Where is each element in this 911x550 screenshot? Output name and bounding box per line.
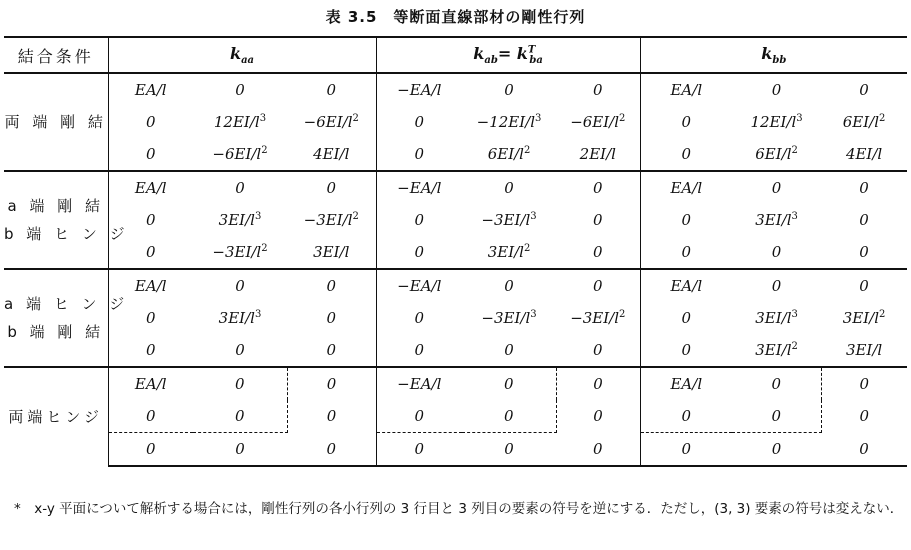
matrix-cell: 0 <box>462 367 556 400</box>
table-row <box>4 73 907 106</box>
matrix-cell: 0 <box>287 73 376 106</box>
header-condition: 結合条件 <box>4 37 108 73</box>
matrix-cell: 4EI/l <box>313 145 350 163</box>
matrix-cell: EA/l <box>108 73 193 106</box>
matrix-cell: 0 <box>287 367 376 400</box>
matrix-cell: $3EI/l^3$ <box>755 309 798 327</box>
matrix-cell: 0 <box>193 171 287 204</box>
matrix-cell: $3EI/l^2$ <box>755 341 798 359</box>
matrix-cell: EA/l <box>108 367 193 400</box>
matrix-cell: 0 <box>287 171 376 204</box>
matrix-cell: $3EI/l^3$ <box>755 211 798 229</box>
matrix-cell: 0 <box>376 236 462 269</box>
condition-line: b 端 剛 結 <box>7 323 105 341</box>
matrix-cell: 0 <box>193 400 287 433</box>
matrix-cell: $3EI/l^2$ <box>842 309 886 327</box>
matrix-cell: 0 <box>732 269 821 302</box>
matrix-cell: 0 <box>593 407 603 426</box>
matrix-cell: 0 <box>593 211 603 229</box>
matrix-cell: 0 <box>640 334 732 367</box>
matrix-cell: 0 <box>108 138 193 171</box>
matrix-cell: 0 <box>821 433 907 467</box>
matrix-cell: 0 <box>376 302 462 334</box>
matrix-cell: 0 <box>556 367 640 400</box>
footnote: * x-y 平面について解析する場合には，剛性行列の各小行列の 3 行目と 3 列目の要素の符号を逆にする．ただし，(3, 3) 要素の符号は変えない． <box>14 501 904 517</box>
matrix-cell: $-12EI/l^3$ <box>476 113 542 131</box>
matrix-cell: 0 <box>640 138 732 171</box>
matrix-cell: 0 <box>193 73 287 106</box>
matrix-cell: 0 <box>556 269 640 302</box>
matrix-cell: −EA/l <box>376 171 462 204</box>
matrix-cell: $3EI/l^3$ <box>218 211 262 229</box>
header-kbb: $k_{bb}$ <box>640 37 907 73</box>
condition-cell <box>4 269 129 367</box>
matrix-cell: $-6EI/l^2$ <box>212 145 268 163</box>
matrix-cell: 0 <box>235 341 245 359</box>
matrix-cell: 4EI/l <box>845 145 883 163</box>
matrix-cell: $-3EI/l^3$ <box>481 309 537 327</box>
table-row <box>4 302 907 334</box>
table-row <box>4 236 907 269</box>
matrix-cell: 0 <box>640 236 732 269</box>
matrix-cell: $6EI/l^2$ <box>755 145 798 163</box>
matrix-cell: 0 <box>821 269 907 302</box>
table-row <box>4 269 907 302</box>
matrix-cell: $6EI/l^2$ <box>487 145 531 163</box>
matrix-cell: $3EI/l^2$ <box>487 243 531 261</box>
matrix-cell: 0 <box>556 433 640 467</box>
table-row <box>4 204 907 236</box>
matrix-cell: 0 <box>376 106 462 138</box>
matrix-cell: 0 <box>556 171 640 204</box>
table-row <box>4 367 907 400</box>
matrix-cell: EA/l <box>640 171 732 204</box>
table-row <box>4 106 907 138</box>
matrix-cell: $12EI/l^3$ <box>750 113 803 131</box>
matrix-cell: 0 <box>376 204 462 236</box>
matrix-cell: 0 <box>326 309 337 327</box>
matrix-cell: 0 <box>376 433 462 467</box>
matrix-cell: EA/l <box>108 269 193 302</box>
matrix-cell: 0 <box>108 334 193 367</box>
matrix-cell: 0 <box>556 73 640 106</box>
matrix-cell: EA/l <box>640 73 732 106</box>
matrix-cell: $12EI/l^3$ <box>213 113 267 131</box>
matrix-cell: 0 <box>326 407 337 426</box>
table-row <box>4 433 907 467</box>
matrix-cell: 0 <box>640 400 732 433</box>
matrix-cell: $-3EI/l^2$ <box>303 211 359 229</box>
matrix-cell: EA/l <box>640 269 732 302</box>
matrix-cell: 0 <box>640 302 732 334</box>
matrix-cell: 0 <box>108 433 193 467</box>
matrix-cell: 0 <box>593 341 603 359</box>
matrix-cell: 0 <box>193 433 287 467</box>
condition-line: b 端 ヒ ン ジ <box>4 225 129 243</box>
matrix-cell: $-3EI/l^2$ <box>570 309 626 327</box>
condition-line: a 端 剛 結 <box>7 197 104 215</box>
matrix-cell: $-3EI/l^3$ <box>481 211 537 229</box>
matrix-cell: 0 <box>108 236 193 269</box>
matrix-cell: 0 <box>376 334 462 367</box>
stiffness-matrix-table <box>4 36 907 467</box>
matrix-cell: 0 <box>504 341 514 359</box>
table-row <box>4 171 907 204</box>
matrix-cell: −EA/l <box>376 73 462 106</box>
matrix-cell: 0 <box>108 302 193 334</box>
matrix-cell: $-6EI/l^2$ <box>303 113 359 131</box>
matrix-cell: 0 <box>640 433 732 467</box>
matrix-cell: 0 <box>462 73 556 106</box>
matrix-cell: 0 <box>108 106 193 138</box>
table-row <box>4 334 907 367</box>
matrix-cell: $6EI/l^2$ <box>842 113 886 131</box>
matrix-cell: −EA/l <box>376 367 462 400</box>
matrix-cell: 0 <box>193 269 287 302</box>
matrix-cell: 0 <box>859 407 870 426</box>
matrix-cell: 0 <box>821 73 907 106</box>
matrix-cell: 0 <box>326 341 337 359</box>
header-kaa: $k_{aa}$ <box>108 37 376 73</box>
table-caption: 表 3.5 等断面直線部材の剛性行列 <box>325 8 586 26</box>
matrix-cell: 0 <box>640 106 732 138</box>
matrix-cell: 0 <box>376 138 462 171</box>
matrix-cell: 0 <box>376 400 462 433</box>
matrix-cell: 0 <box>732 433 821 467</box>
matrix-cell: $3EI/l^3$ <box>218 309 262 327</box>
matrix-cell: 0 <box>108 400 193 433</box>
condition-line: 両端ヒンジ <box>8 408 104 426</box>
condition-line: a 端 ヒ ン ジ <box>4 295 129 313</box>
matrix-cell: 3EI/l <box>313 243 350 261</box>
condition-line: 両 端 剛 結 <box>4 113 107 131</box>
matrix-cell: 0 <box>732 73 821 106</box>
matrix-cell: 0 <box>859 211 869 229</box>
matrix-cell: 0 <box>593 243 603 261</box>
matrix-cell: 0 <box>462 433 556 467</box>
header-kab: $k_{ab}= k^T_{ba}$ <box>376 37 640 73</box>
matrix-cell: 0 <box>732 367 821 400</box>
matrix-cell: 0 <box>821 171 907 204</box>
table-row <box>4 138 907 171</box>
table-body <box>4 73 907 466</box>
matrix-cell: $-6EI/l^2$ <box>570 113 626 131</box>
matrix-cell: $-3EI/l^2$ <box>212 243 268 261</box>
matrix-cell: 0 <box>287 269 376 302</box>
matrix-cell: 0 <box>287 433 376 467</box>
condition-cell <box>4 171 129 269</box>
matrix-cell: EA/l <box>640 367 732 400</box>
matrix-cell: 0 <box>193 367 287 400</box>
table-row <box>4 400 907 433</box>
matrix-cell: 0 <box>771 243 782 261</box>
matrix-cell: 0 <box>732 171 821 204</box>
matrix-cell: 0 <box>462 400 556 433</box>
matrix-cell: 3EI/l <box>845 341 883 359</box>
matrix-cell: 0 <box>732 400 821 433</box>
matrix-cell: 0 <box>821 367 907 400</box>
matrix-cell: 0 <box>462 171 556 204</box>
matrix-cell: 2EI/l <box>579 145 616 163</box>
matrix-cell: −EA/l <box>376 269 462 302</box>
matrix-cell: 0 <box>640 204 732 236</box>
matrix-cell: 0 <box>859 243 869 261</box>
header-row <box>4 37 907 73</box>
matrix-cell: 0 <box>108 204 193 236</box>
matrix-cell: EA/l <box>108 171 193 204</box>
condition-cell <box>4 73 108 171</box>
matrix-cell: 0 <box>462 269 556 302</box>
condition-cell <box>4 367 108 466</box>
